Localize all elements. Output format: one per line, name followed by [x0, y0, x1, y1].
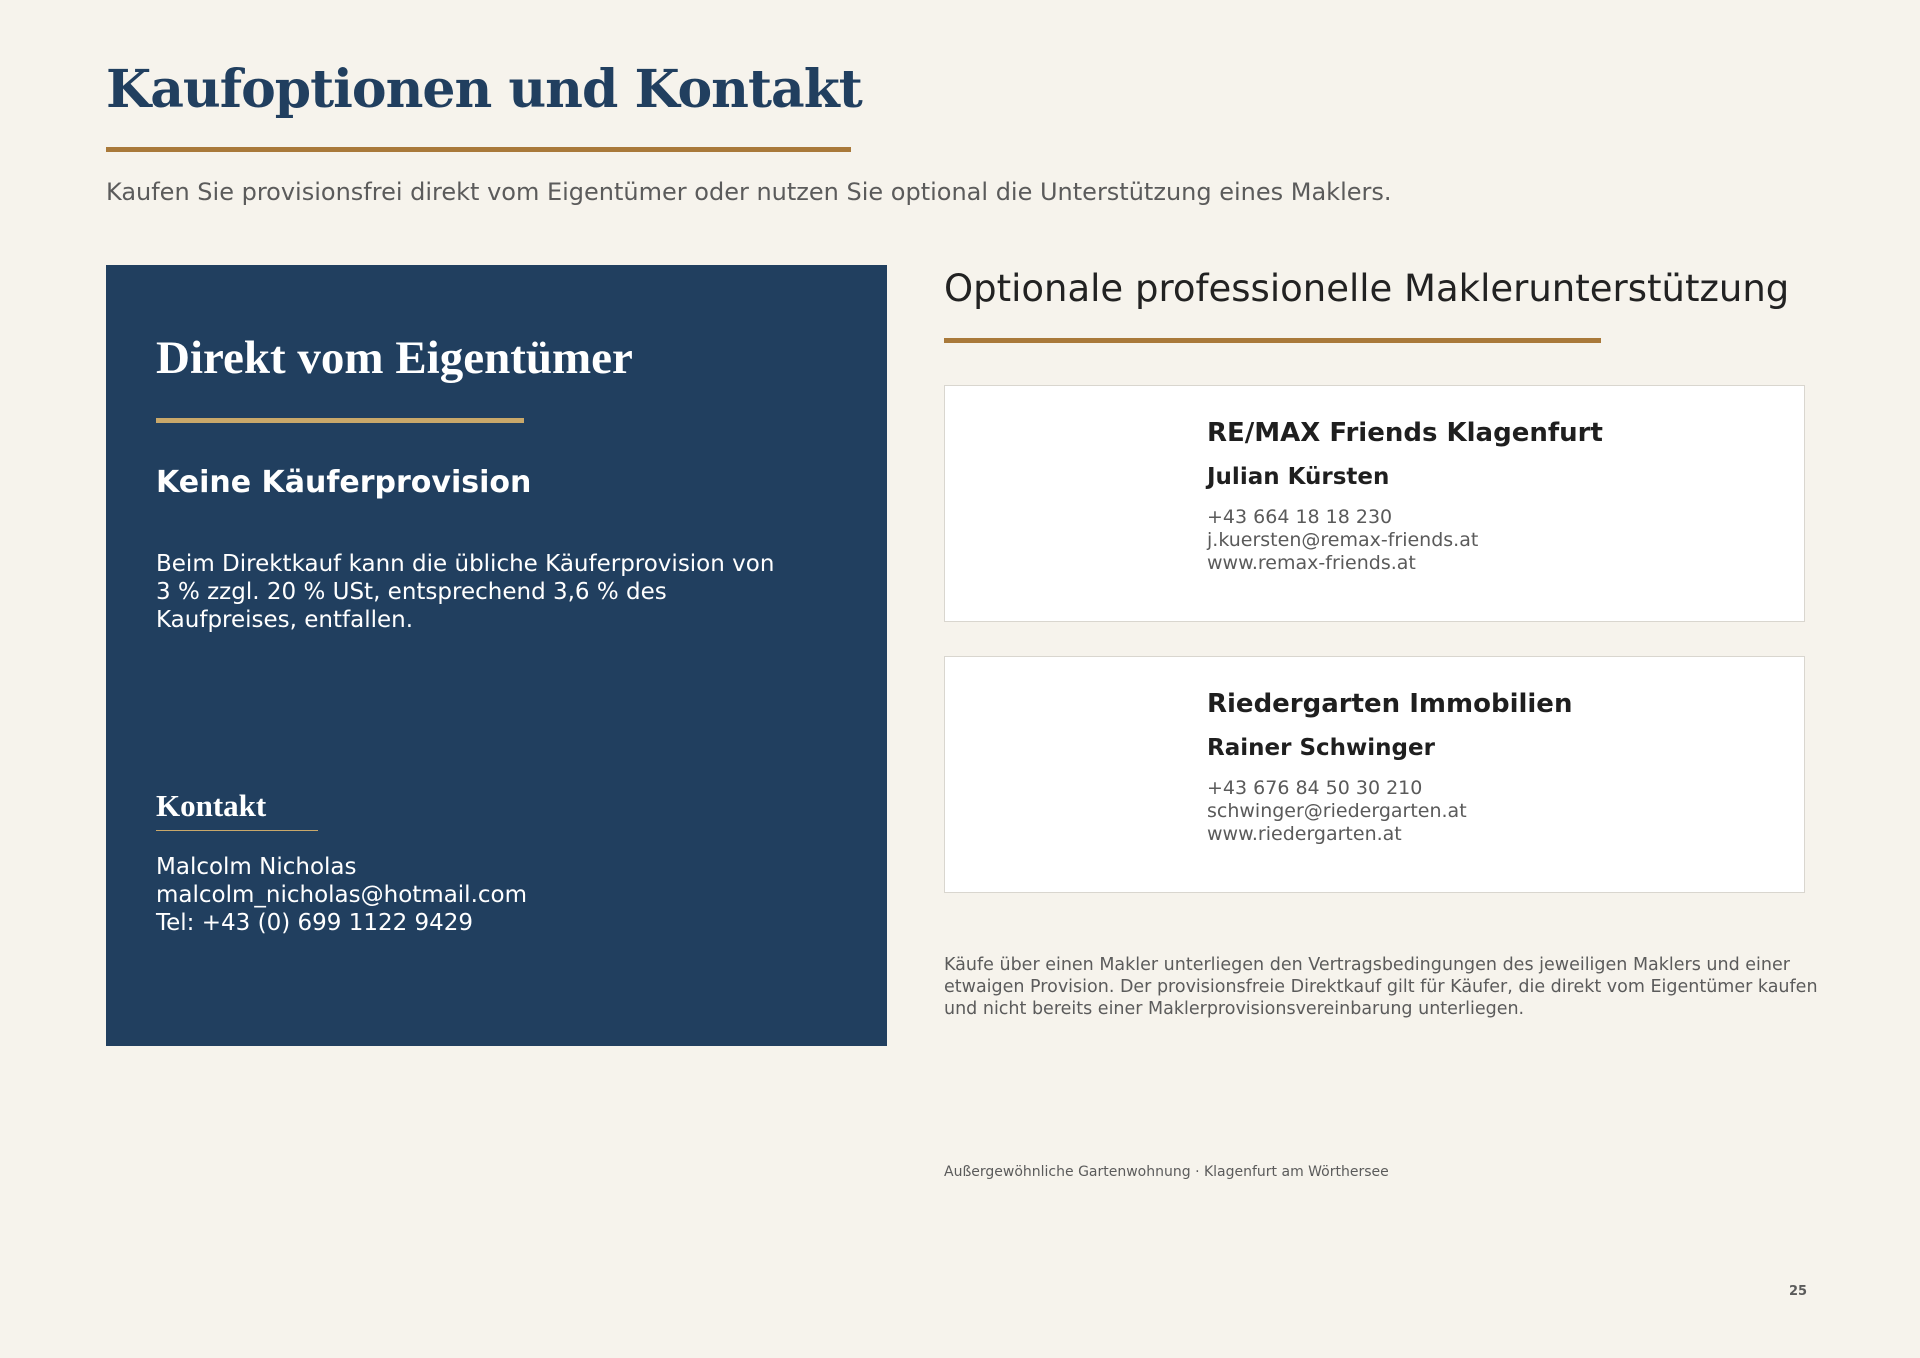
- broker-website[interactable]: www.remax-friends.at: [1207, 552, 1416, 574]
- broker-company: Riedergarten Immobilien: [1207, 689, 1573, 719]
- intro-text: Kaufen Sie provisionsfrei direkt vom Eigentümer oder nutzen Sie optional die Unterstützung eines Maklers.: [106, 178, 1392, 206]
- broker-disclaimer: Käufe über einen Makler unterliegen den Vertragsbedingungen des jeweiligen Maklers und einer etwaigen Provision. Der provisionsfreie Direktkauf gilt für Käufer, die direkt vom Eigentümer kaufen und nicht bereits einer Maklerprovisionsvereinbarung unterliegen.: [944, 955, 1818, 1019]
- broker-card: [944, 385, 1805, 622]
- owner-description: Beim Direktkauf kann die übliche Käuferprovision von 3 % zzgl. 20 % USt, entsprechend 3,6 % des Kaufpreises, entfallen.: [156, 551, 775, 633]
- owner-divider: [156, 418, 524, 423]
- contact-email[interactable]: malcolm_nicholas@hotmail.com: [156, 882, 528, 908]
- broker-divider: [944, 338, 1601, 343]
- broker-contact-info: [1207, 777, 1572, 846]
- title-divider: [106, 147, 851, 152]
- contact-divider: [156, 830, 318, 831]
- broker-heading: Optionale professionelle Maklerunterstützung: [944, 267, 1790, 310]
- page-title: Kaufoptionen und Kontakt: [106, 59, 862, 120]
- owner-panel: [106, 265, 887, 1046]
- owner-subheading: Keine Käuferprovision: [156, 465, 532, 500]
- broker-email[interactable]: j.kuersten@remax-friends.at: [1207, 529, 1479, 551]
- contact-details: [156, 853, 527, 937]
- contact-name: Malcolm Nicholas: [156, 854, 357, 880]
- broker-person: Julian Kürsten: [1207, 464, 1390, 490]
- broker-website[interactable]: www.riedergarten.at: [1207, 823, 1402, 845]
- footer-caption: Außergewöhnliche Gartenwohnung · Klagenfurt am Wörthersee: [944, 1164, 1389, 1180]
- broker-company: RE/MAX Friends Klagenfurt: [1207, 418, 1603, 448]
- contact-phone[interactable]: Tel: +43 (0) 699 1122 9429: [156, 910, 474, 936]
- broker-phone[interactable]: +43 664 18 18 230: [1207, 506, 1393, 528]
- contact-heading: Kontakt: [156, 788, 267, 823]
- broker-person: Rainer Schwinger: [1207, 735, 1435, 761]
- page-number: 25: [1789, 1284, 1808, 1299]
- owner-heading: Direkt vom Eigentümer: [156, 332, 633, 384]
- broker-phone[interactable]: +43 676 84 50 30 210: [1207, 777, 1423, 799]
- broker-email[interactable]: schwinger@riedergarten.at: [1207, 800, 1467, 822]
- broker-card: [944, 656, 1805, 893]
- broker-contact-info: [1207, 506, 1603, 575]
